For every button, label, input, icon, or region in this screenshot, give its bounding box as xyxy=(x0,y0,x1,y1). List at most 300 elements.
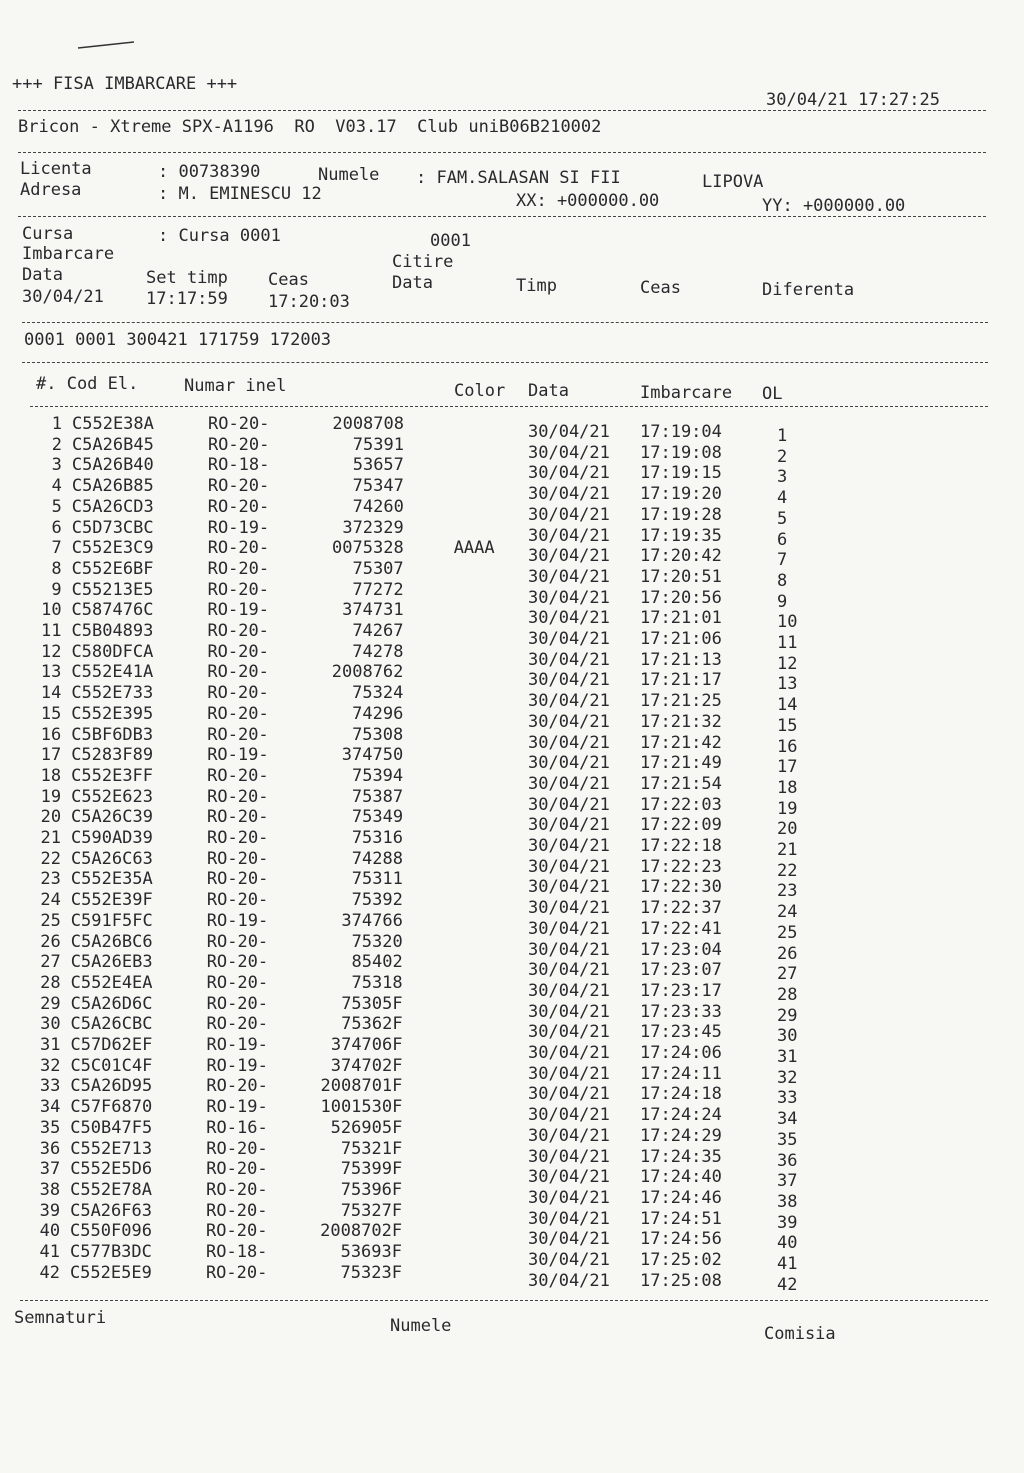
ol-value: 32 xyxy=(777,1067,798,1088)
cod-electronic: C577B3DC xyxy=(70,1242,152,1262)
boarding-date: 30/04/21 xyxy=(528,1063,610,1084)
ol-value: 38 xyxy=(777,1191,798,1212)
adresa-value: : M. EMINESCU 12 xyxy=(158,184,322,204)
boarding-date: 30/04/21 xyxy=(528,442,610,463)
ol-value: 42 xyxy=(777,1274,798,1295)
row-number: 30 xyxy=(40,1014,61,1035)
boarding-time: 17:19:08 xyxy=(640,442,722,463)
citire-data-label: Data xyxy=(392,273,433,293)
ring-number: 77272 xyxy=(352,579,404,600)
cursa-label: Cursa xyxy=(22,224,74,244)
boarding-date: 30/04/21 xyxy=(528,898,610,919)
row-number: 16 xyxy=(40,724,62,745)
cod-electronic: C5A26CBC xyxy=(70,1014,153,1035)
boarding-date: 30/04/21 xyxy=(528,422,610,442)
ring-prefix: RO-20- xyxy=(206,931,269,952)
boarding-time: 17:21:54 xyxy=(640,773,722,794)
boarding-time: 17:20:56 xyxy=(640,587,722,608)
boarding-time: 17:24:56 xyxy=(640,1229,722,1250)
row-number: 33 xyxy=(39,1076,61,1097)
cursa-value: : Cursa 0001 xyxy=(158,226,281,246)
row-number: 7 xyxy=(51,538,62,559)
row-number: 12 xyxy=(40,641,62,662)
cod-electronic: C5A26D6C xyxy=(70,993,153,1014)
boarding-time: 17:24:11 xyxy=(640,1063,722,1084)
ol-value: 14 xyxy=(777,695,798,716)
row-number: 14 xyxy=(40,683,62,704)
boarding-date: 30/04/21 xyxy=(528,980,610,1001)
ring-number: 75327F xyxy=(340,1200,403,1221)
boarding-date: 30/04/21 xyxy=(528,960,610,981)
boarding-date: 30/04/21 xyxy=(528,587,610,608)
cod-electronic: C5A26BC6 xyxy=(70,931,153,952)
ring-number: 74267 xyxy=(352,621,404,641)
boarding-time: 17:23:07 xyxy=(640,960,722,981)
boarding-time: 17:23:17 xyxy=(640,980,722,1001)
row-number: 27 xyxy=(40,952,61,973)
boarding-date: 30/04/21 xyxy=(528,794,610,815)
ring-number: 75347 xyxy=(352,476,404,497)
cod-electronic: C5D73CBC xyxy=(71,517,154,538)
divider xyxy=(22,362,988,363)
ring-prefix: RO-20- xyxy=(206,1076,268,1097)
divider xyxy=(18,216,986,217)
ring-prefix: RO-20- xyxy=(208,414,270,434)
ol-value: 28 xyxy=(777,984,798,1005)
row-number: 37 xyxy=(39,1159,61,1180)
ol-value: 13 xyxy=(777,674,798,695)
row-number: 26 xyxy=(40,931,61,952)
boarding-date: 30/04/21 xyxy=(528,1146,610,1167)
boarding-date: 30/04/21 xyxy=(528,711,610,732)
ring-number: 374731 xyxy=(342,600,404,621)
semnaturi-label: Semnaturi xyxy=(14,1308,107,1328)
cod-electronic: C552E41A xyxy=(71,662,154,683)
ring-prefix: RO-19- xyxy=(206,1055,268,1076)
ol-value: 27 xyxy=(777,964,798,985)
ring-number: 74278 xyxy=(352,641,404,662)
boarding-time: 17:21:32 xyxy=(640,711,722,732)
cod-electronic: C5A26EB3 xyxy=(70,952,153,973)
ol-value: 18 xyxy=(777,777,798,798)
ring-number: 75305F xyxy=(341,993,403,1014)
cod-electronic: C5BF6DB3 xyxy=(71,724,154,745)
boarding-time: 17:22:03 xyxy=(640,794,722,815)
boarding-date: 30/04/21 xyxy=(528,773,610,794)
boarding-time: 17:21:17 xyxy=(640,670,722,691)
ring-prefix: RO-20- xyxy=(207,621,269,641)
boarding-time: 17:20:51 xyxy=(640,566,722,587)
ol-value: 24 xyxy=(777,902,798,923)
ring-prefix: RO-18- xyxy=(207,455,270,476)
ol-value: 23 xyxy=(777,881,798,902)
citire-label: Citire xyxy=(392,252,454,272)
ring-prefix: RO-19- xyxy=(206,1035,268,1055)
color-code: AAAA xyxy=(453,538,495,559)
ring-number: 75308 xyxy=(352,724,404,745)
xx-coordinate: XX: +000000.00 xyxy=(516,191,660,211)
boarding-date: 30/04/21 xyxy=(528,1022,610,1043)
device-info: Bricon - Xtreme SPX-A1196 RO V03.17 Club uniB06B210002 xyxy=(18,117,602,137)
ol-value: 1 xyxy=(777,426,788,446)
row-number: 22 xyxy=(40,848,61,869)
boarding-date: 30/04/21 xyxy=(528,1001,610,1022)
cod-electronic: C552E35A xyxy=(70,869,153,890)
boarding-date: 30/04/21 xyxy=(528,1084,610,1105)
ring-number: 53693F xyxy=(340,1242,402,1262)
boarding-time: 17:23:45 xyxy=(640,1022,722,1043)
diferenta-label: Diferenta xyxy=(762,280,855,300)
boarding-date: 30/04/21 xyxy=(528,608,610,629)
cod-electronic: C552E623 xyxy=(71,786,153,807)
row-number: 19 xyxy=(40,786,62,807)
boarding-date: 30/04/21 xyxy=(528,525,610,546)
ring-prefix: RO-20- xyxy=(206,1200,268,1221)
row-number: 8 xyxy=(51,558,62,579)
ring-number: 526905F xyxy=(330,1117,403,1138)
ring-number: 75394 xyxy=(351,765,404,786)
ring-number: 75324 xyxy=(352,683,404,704)
ring-number: 85402 xyxy=(351,952,403,973)
ring-number: 374706F xyxy=(330,1035,403,1055)
ring-prefix: RO-20- xyxy=(206,890,269,911)
ol-value: 12 xyxy=(777,653,798,674)
row-number: 36 xyxy=(39,1138,61,1159)
boarding-time: 17:21:13 xyxy=(640,649,722,670)
row-number: 6 xyxy=(51,517,62,538)
numele-sign-label: Numele xyxy=(390,1316,452,1336)
ol-value: 16 xyxy=(777,736,798,757)
cod-electronic: C587476C xyxy=(71,600,154,621)
boarding-time: 17:19:20 xyxy=(640,484,722,505)
ring-number: 2008702F xyxy=(320,1221,403,1242)
row-number: 32 xyxy=(39,1055,61,1076)
boarding-date: 30/04/21 xyxy=(528,1043,610,1063)
boarding-time: 17:22:30 xyxy=(640,877,722,898)
boarding-time: 17:21:06 xyxy=(640,629,722,649)
ring-number: 75323F xyxy=(340,1262,402,1283)
ring-number: 75321F xyxy=(340,1138,403,1159)
boarding-date: 30/04/21 xyxy=(528,463,610,484)
row-number: 34 xyxy=(39,1097,61,1118)
print-timestamp: 30/04/21 17:27:25 xyxy=(766,90,940,110)
divider xyxy=(22,322,988,323)
ceas-value: 17:20:03 xyxy=(268,292,350,312)
adresa-label: Adresa xyxy=(20,180,82,200)
row-number: 31 xyxy=(40,1035,61,1055)
ol-value: 41 xyxy=(777,1254,798,1274)
ring-prefix: RO-20- xyxy=(207,496,270,517)
cod-electronic: C5A26B40 xyxy=(71,455,154,476)
ring-number: 75396F xyxy=(340,1179,403,1200)
ring-prefix: RO-18- xyxy=(206,1242,268,1262)
ol-value: 7 xyxy=(777,550,788,571)
col-nr-cod: #. Cod El. xyxy=(36,374,139,394)
boarding-date: 30/04/21 xyxy=(528,753,610,774)
licenta-label: Licenta xyxy=(20,159,92,179)
boarding-time: 17:25:02 xyxy=(640,1250,722,1270)
boarding-date: 30/04/21 xyxy=(528,1187,610,1208)
boarding-time: 17:22:18 xyxy=(640,836,722,856)
row-number: 10 xyxy=(41,600,62,621)
cod-electronic: C5A26B85 xyxy=(71,476,154,497)
boarding-date: 30/04/21 xyxy=(528,1229,610,1250)
ring-number: 374702F xyxy=(330,1055,403,1076)
ring-number: 75311 xyxy=(351,869,403,890)
cod-electronic: C591F5FC xyxy=(70,910,153,931)
ring-prefix: RO-20- xyxy=(206,1159,268,1180)
boarding-date: 30/04/21 xyxy=(528,877,610,898)
boarding-date: 30/04/21 xyxy=(528,1270,610,1291)
col-color: Color xyxy=(454,381,506,401)
ring-prefix: RO-20- xyxy=(206,1179,268,1200)
cod-electronic: C550F096 xyxy=(70,1221,152,1242)
cod-electronic: C5283F89 xyxy=(71,745,154,766)
ring-number: 74260 xyxy=(352,496,404,517)
boarding-date: 30/04/21 xyxy=(528,504,610,525)
ring-number: 75318 xyxy=(351,972,403,993)
cod-electronic: C552E733 xyxy=(71,683,154,704)
ring-number: 2008708 xyxy=(332,414,404,434)
boarding-date: 30/04/21 xyxy=(528,566,610,587)
divider xyxy=(18,110,986,111)
ring-prefix: RO-20- xyxy=(207,579,270,600)
ring-number: 75307 xyxy=(352,558,404,579)
boarding-time: 17:23:04 xyxy=(640,939,722,960)
boarding-date: 30/04/21 xyxy=(528,939,610,960)
ring-prefix: RO-20- xyxy=(206,1014,268,1035)
row-number: 24 xyxy=(40,890,61,911)
ol-value: 6 xyxy=(777,529,788,550)
ol-value: 15 xyxy=(777,715,798,736)
ol-value: 29 xyxy=(777,1005,798,1026)
boarding-time: 17:21:42 xyxy=(640,732,722,753)
cod-electronic: C552E4EA xyxy=(70,972,153,993)
boarding-date: 30/04/21 xyxy=(528,691,610,712)
ol-value: 10 xyxy=(777,612,798,633)
ol-value: 35 xyxy=(777,1129,798,1150)
row-number: 42 xyxy=(39,1262,60,1283)
boarding-time: 17:21:01 xyxy=(640,608,722,629)
cod-electronic: C590AD39 xyxy=(71,828,153,848)
cod-electronic: C552E38A xyxy=(72,414,154,434)
ring-prefix: RO-19- xyxy=(206,1097,268,1118)
licenta-value: : 00738390 xyxy=(158,162,261,182)
ol-value: 4 xyxy=(777,488,788,509)
boarding-time: 17:19:35 xyxy=(640,525,722,546)
cod-electronic: C552E5D6 xyxy=(70,1159,153,1180)
ring-prefix: RO-19- xyxy=(207,745,269,766)
row-number: 3 xyxy=(51,455,62,476)
ring-number: 1001530F xyxy=(320,1097,403,1118)
row-number: 28 xyxy=(40,972,61,993)
ring-prefix: RO-20- xyxy=(206,993,269,1014)
boarding-date: 30/04/21 xyxy=(528,1208,610,1229)
row-number: 39 xyxy=(39,1200,61,1221)
boarding-time: 17:24:40 xyxy=(640,1167,722,1188)
set-timp-label: Set timp xyxy=(146,268,228,288)
ring-prefix: RO-20- xyxy=(207,828,269,848)
divider xyxy=(30,406,988,407)
race-summary: 0001 0001 300421 171759 172003 xyxy=(24,330,332,350)
boarding-time: 17:24:46 xyxy=(640,1187,722,1208)
ceas-citire-label: Ceas xyxy=(640,278,681,298)
boarding-time: 17:19:04 xyxy=(640,422,722,442)
cod-electronic: C552E6BF xyxy=(71,558,154,579)
ring-number: 53657 xyxy=(352,455,404,476)
boarding-time: 17:21:49 xyxy=(640,753,722,774)
row-number: 21 xyxy=(40,828,61,848)
ol-value: 40 xyxy=(777,1233,798,1254)
ring-prefix: RO-20- xyxy=(207,724,269,745)
ring-number: 74296 xyxy=(352,703,404,724)
row-number: 35 xyxy=(39,1117,61,1138)
ring-prefix: RO-20- xyxy=(207,476,270,497)
cod-electronic: C57D62EF xyxy=(70,1035,153,1055)
boarding-date: 30/04/21 xyxy=(528,1105,610,1126)
ring-prefix: RO-20- xyxy=(206,848,269,869)
ring-number: 75316 xyxy=(351,828,403,848)
ol-value: 30 xyxy=(777,1026,798,1047)
boarding-time: 17:19:28 xyxy=(640,504,722,525)
ol-value: 9 xyxy=(777,591,788,612)
boarding-time: 17:25:08 xyxy=(640,1270,722,1291)
city: LIPOVA xyxy=(702,172,764,192)
ring-number: 374750 xyxy=(341,745,404,766)
row-number: 17 xyxy=(40,745,62,766)
ring-number: 75392 xyxy=(351,890,403,911)
boarding-date: 30/04/21 xyxy=(528,1167,610,1188)
ring-number: 75399F xyxy=(340,1159,403,1180)
ring-number: 0075328 xyxy=(332,538,404,559)
row-number: 38 xyxy=(39,1179,61,1200)
cursa-code: 0001 xyxy=(430,231,471,251)
boarding-date: 30/04/21 xyxy=(528,836,610,856)
cod-electronic: C552E3C9 xyxy=(71,538,154,559)
ol-value: 33 xyxy=(777,1088,798,1109)
row-number: 40 xyxy=(39,1221,61,1242)
cod-electronic: C55213E5 xyxy=(71,579,154,600)
cod-electronic: C552E78A xyxy=(70,1179,153,1200)
boarding-time: 17:24:24 xyxy=(640,1105,722,1126)
cod-electronic: C5C01C4F xyxy=(70,1055,153,1076)
boarding-time: 17:24:06 xyxy=(640,1043,722,1063)
row-number: 9 xyxy=(51,579,62,600)
cod-electronic: C552E3FF xyxy=(71,765,154,786)
boarding-time: 17:19:15 xyxy=(640,463,722,484)
ring-prefix: RO-20- xyxy=(207,765,269,786)
ol-value: 11 xyxy=(777,633,798,653)
boarding-date: 30/04/21 xyxy=(528,670,610,691)
race-date: 30/04/21 xyxy=(22,287,104,307)
yy-coordinate: YY: +000000.00 xyxy=(762,196,906,216)
ol-value: 3 xyxy=(777,467,788,488)
boarding-date: 30/04/21 xyxy=(528,1125,610,1146)
cod-electronic: C552E713 xyxy=(70,1138,153,1159)
ol-value: 22 xyxy=(777,860,798,881)
ring-prefix: RO-20- xyxy=(207,703,269,724)
numele-value: : FAM.SALASAN SI FII xyxy=(416,168,621,188)
boarding-time: 17:22:37 xyxy=(640,898,722,919)
ring-prefix: RO-16- xyxy=(206,1117,268,1138)
boarding-time: 17:22:41 xyxy=(640,918,722,939)
ring-number: 75320 xyxy=(351,931,403,952)
boarding-date: 30/04/21 xyxy=(528,1250,610,1270)
page-title: +++ FISA IMBARCARE +++ xyxy=(12,74,238,94)
boarding-date: 30/04/21 xyxy=(528,856,610,877)
boarding-time: 17:22:09 xyxy=(640,815,722,836)
ring-number: 75349 xyxy=(351,807,404,828)
ol-value: 37 xyxy=(777,1171,798,1192)
row-number: 15 xyxy=(40,703,62,724)
ol-value: 8 xyxy=(777,570,788,591)
ring-number: 372329 xyxy=(342,517,404,538)
cod-electronic: C552E5E9 xyxy=(69,1262,152,1283)
divider xyxy=(20,1300,988,1301)
ring-number: 2008762 xyxy=(331,662,404,683)
ol-value: 25 xyxy=(777,922,798,943)
boarding-time: 17:23:33 xyxy=(640,1001,722,1022)
cod-electronic: C580DFCA xyxy=(71,641,154,662)
col-data: Data xyxy=(528,381,569,401)
boarding-date: 30/04/21 xyxy=(528,629,610,649)
cod-electronic: C5A26CD3 xyxy=(71,496,154,517)
ol-value: 36 xyxy=(777,1150,798,1171)
imbarcare-label: Imbarcare xyxy=(22,244,115,264)
ring-prefix: RO-20- xyxy=(207,558,270,579)
ring-prefix: RO-20- xyxy=(207,683,269,704)
ol-value: 17 xyxy=(777,757,798,778)
ring-number: 75387 xyxy=(351,786,404,807)
row-number: 23 xyxy=(40,869,61,890)
row-number: 25 xyxy=(40,910,61,931)
ol-value: 31 xyxy=(777,1047,798,1067)
cod-electronic: C5A26C63 xyxy=(70,848,153,869)
ring-prefix: RO-20- xyxy=(207,641,269,662)
set-timp-value: 17:17:59 xyxy=(146,289,228,309)
ring-prefix: RO-20- xyxy=(207,807,269,828)
ceas-label: Ceas xyxy=(268,270,309,290)
ol-value: 19 xyxy=(777,798,798,819)
ring-prefix: RO-20- xyxy=(206,1221,268,1242)
boarding-date: 30/04/21 xyxy=(528,918,610,939)
row-number: 5 xyxy=(51,496,62,517)
ring-prefix: RO-20- xyxy=(207,434,270,455)
comisia-label: Comisia xyxy=(764,1324,836,1344)
boarding-date: 30/04/21 xyxy=(528,546,610,567)
ol-value: 5 xyxy=(777,508,788,529)
boarding-time: 17:24:35 xyxy=(640,1146,722,1167)
ring-number: 75362F xyxy=(341,1014,403,1035)
ol-value: 34 xyxy=(777,1109,798,1130)
data-label: Data xyxy=(22,265,63,285)
cod-electronic: C5A26C39 xyxy=(71,807,153,828)
col-numar-inel: Numar inel xyxy=(184,376,287,396)
boarding-date: 30/04/21 xyxy=(528,649,610,670)
row-number: 18 xyxy=(40,765,62,786)
boarding-date: 30/04/21 xyxy=(528,484,610,505)
boarding-time: 17:24:29 xyxy=(640,1125,722,1146)
pen-mark xyxy=(76,40,136,50)
cod-electronic: C5A26F63 xyxy=(70,1200,152,1221)
cod-electronic: C552E395 xyxy=(71,703,154,724)
ol-value: 2 xyxy=(777,446,788,467)
ring-number: 75391 xyxy=(352,434,404,455)
ol-value: 26 xyxy=(777,943,798,964)
cod-electronic: C552E39F xyxy=(70,890,153,911)
col-ol: OL xyxy=(762,384,783,404)
ring-prefix: RO-20- xyxy=(207,786,269,807)
